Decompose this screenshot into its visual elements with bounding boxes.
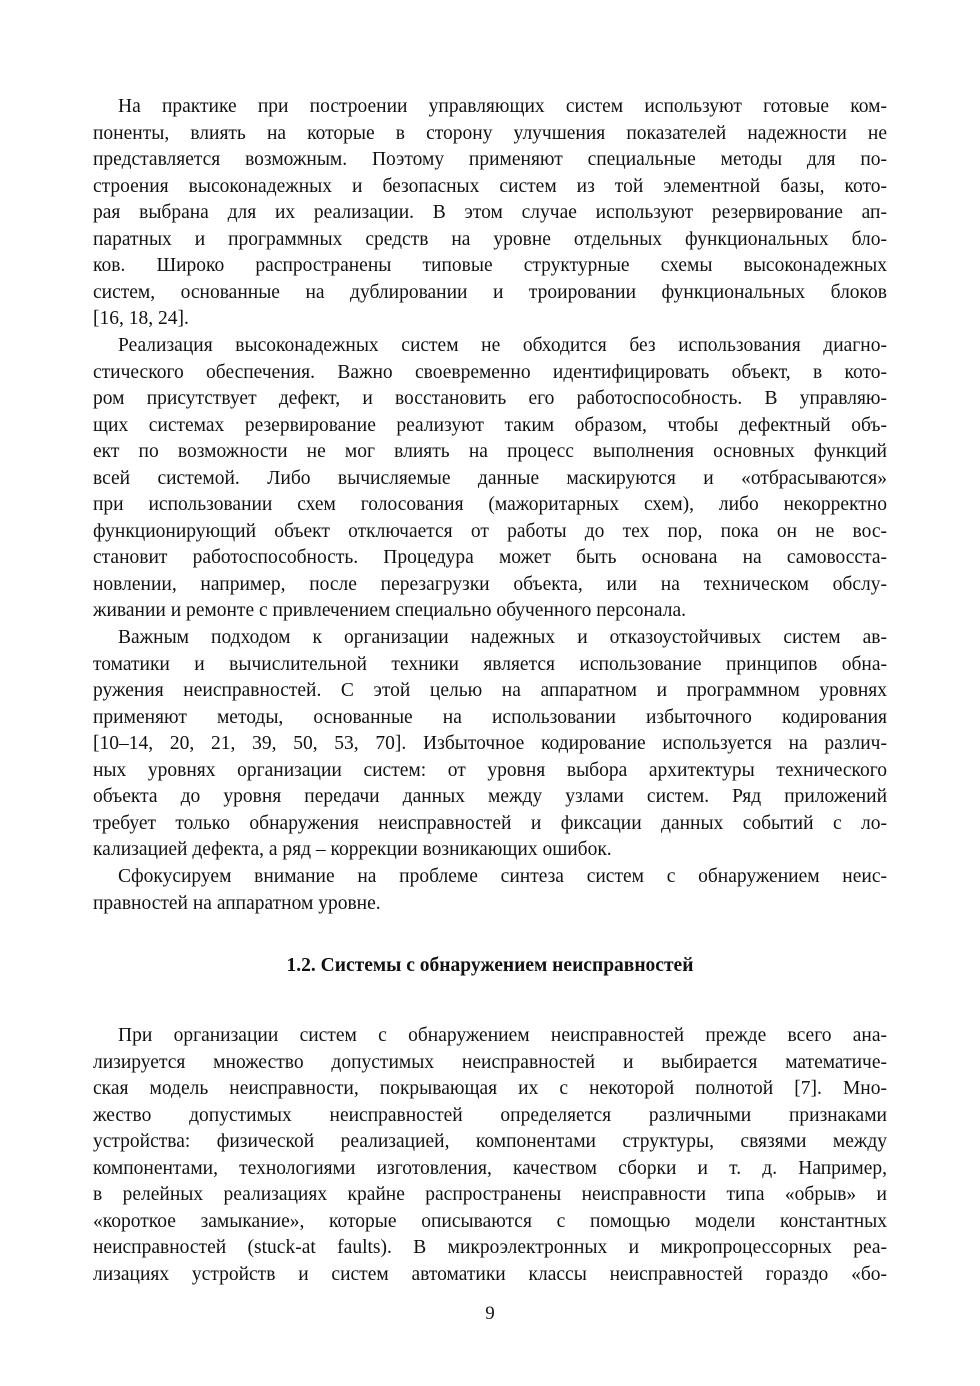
text-line: ных уровнях организации систем: от уровня выбора архитектуры технического (93, 759, 887, 781)
text-line: поненты, влиять на которые в сторону улучшения показателей надежности не (93, 122, 887, 144)
text-line: при использовании схем голосования (мажоритарных схем), либо некорректно (93, 494, 887, 515)
text-line: [10–14, 20, 21, 39, 50, 53, 70]. Избыточное кодирование используется на различ- (93, 733, 887, 754)
text-line: ская модель неисправности, покрывающая их с некоторой полнотой [7]. Мно- (93, 1078, 887, 1099)
text-line: функционирующий объект отключается от работы до тех пор, пока он не вос- (93, 520, 887, 542)
text-line: ков. Широко распространены типовые структурные схемы высоконадежных (93, 255, 887, 276)
text-line: рая выбрана для их реализации. В этом случае используют резервирование ап- (93, 202, 887, 223)
text-line: ром присутствует дефект, и восстановить его работоспособность. В управляю- (93, 388, 887, 409)
text-line: лизируется множество допустимых неисправностей и выбирается математиче- (93, 1051, 887, 1073)
paragraph-3 (93, 625, 887, 864)
text-line: живании и ремонте с привлечением специально обученного персонала. (93, 600, 686, 621)
section-heading: 1.2. Системы с обнаружением неисправностей (286, 955, 694, 976)
text-line: ект по возможности не мог влиять на процесс выполнения основных функций (93, 441, 887, 462)
text-line: Сфокусируем внимание на проблеме синтеза систем с обнаружением неис- (118, 866, 887, 887)
paragraph-2 (93, 333, 887, 625)
paragraph-4 (93, 864, 887, 917)
section-paragraph (93, 1023, 887, 1288)
text-line: ружения неисправностей. С этой целью на аппаратном и программном уровнях (93, 680, 887, 701)
text-line: новлении, например, после перезагрузки объекта, или на техническом обслу- (93, 573, 887, 595)
text-line: систем, основанные на дублировании и троировании функциональных блоков (93, 281, 887, 303)
text-line: щих системах резервирование реализуют таким образом, чтобы дефектный объ- (93, 414, 887, 436)
text-line: [16, 18, 24]. (93, 308, 189, 329)
text-line: объекта до уровня передачи данных между узлами систем. Ряд приложений (93, 786, 887, 807)
text-line: паратных и программных средств на уровне отдельных функциональных бло- (93, 228, 887, 250)
text-line: устройства: физической реализацией, компонентами структуры, связями между (93, 1131, 887, 1152)
text-line: представляется возможным. Поэтому применяют специальные методы для по- (93, 149, 887, 170)
text-line: строения высоконадежных и безопасных систем из той элементной базы, кото- (93, 175, 887, 197)
text-line: правностей на аппаратном уровне. (93, 892, 381, 914)
text-line: требует только обнаружения неисправностей и фиксации данных событий с ло- (93, 812, 887, 834)
text-line: всей системой. Либо вычисляемые данные маскируются и «отбрасываются» (93, 467, 887, 489)
text-line: становит работоспособность. Процедура может быть основана на самовосста- (93, 547, 887, 568)
page-number: 9 (485, 1303, 495, 1324)
text-line: «короткое замыкание», которые описываются с помощью модели константных (93, 1210, 887, 1232)
text-line: стического обеспечения. Важно своевременно идентифицировать объект, в кото- (93, 361, 887, 383)
text-line: применяют методы, основанные на использовании избыточного кодирования (93, 706, 887, 728)
text-line: неисправностей (stuck-at faults). В микроэлектронных и микропроцессорных реа- (93, 1237, 887, 1258)
paragraph-1 (93, 94, 887, 333)
text-line: Важным подходом к организации надежных и отказоустойчивых систем ав- (118, 627, 887, 648)
text-line: томатики и вычислительной техники является использование принципов обна- (93, 653, 887, 675)
text-line: жество допустимых неисправностей определяется различными признаками (93, 1104, 887, 1126)
text-line: компонентами, технологиями изготовления, качеством сборки и т. д. Например, (93, 1157, 887, 1179)
text-line: кализацией дефекта, а ряд – коррекции возникающих ошибок. (93, 839, 612, 860)
text-line: При организации систем с обнаружением неисправностей прежде всего ана- (118, 1025, 887, 1046)
text-line: лизациях устройств и систем автоматики классы неисправностей гораздо «бо- (93, 1263, 887, 1285)
text-line: Реализация высоконадежных систем не обходится без использования диагно- (118, 335, 887, 356)
text-line: На практике при построении управляющих систем используют готовые ком- (118, 96, 887, 117)
text-line: в релейных реализациях крайне распространены неисправности типа «обрыв» и (93, 1184, 887, 1205)
